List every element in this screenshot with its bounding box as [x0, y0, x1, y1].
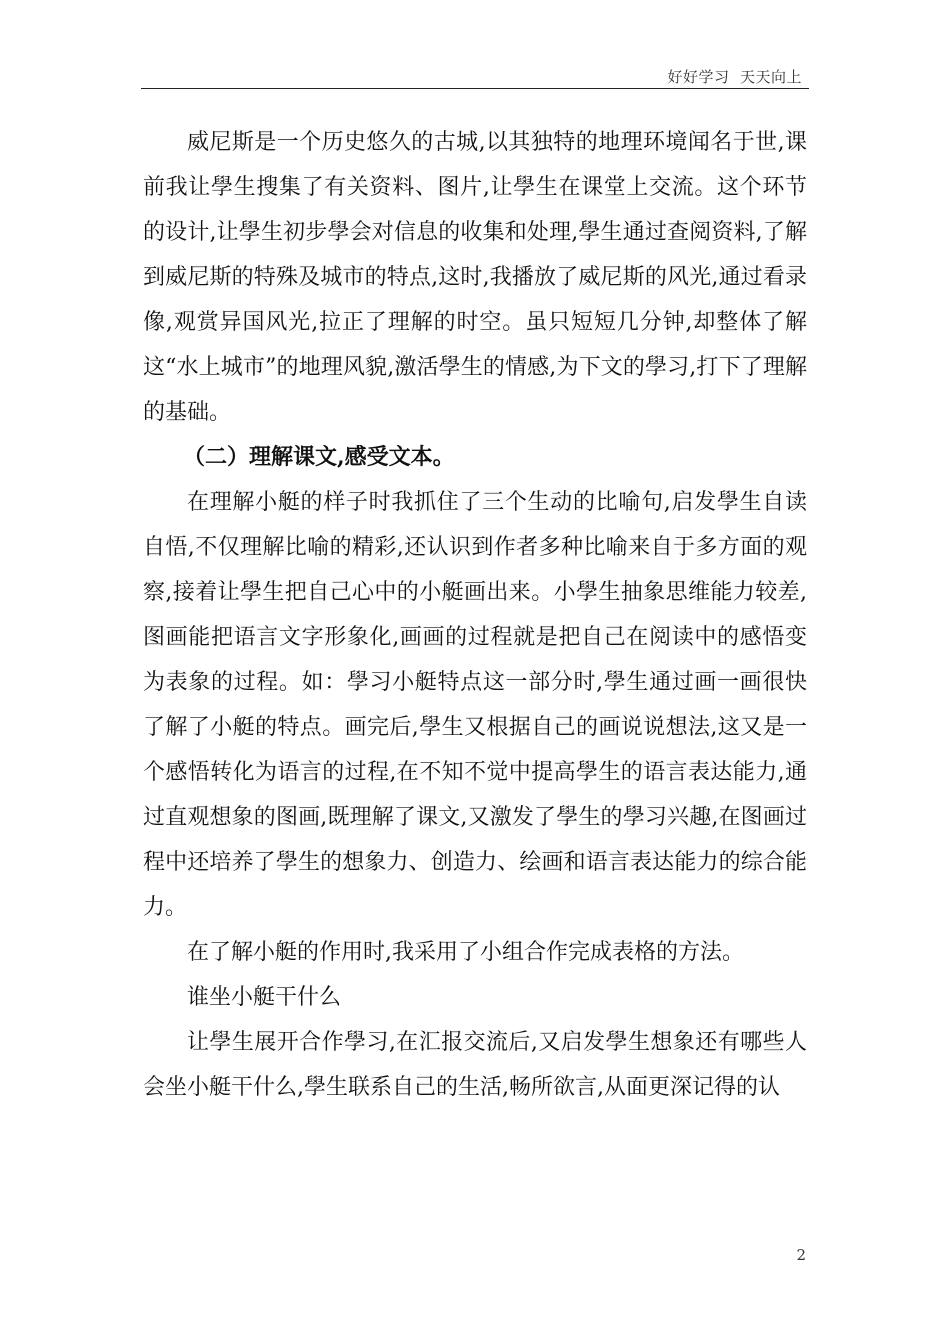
header-divider	[141, 88, 809, 89]
document-body	[143, 120, 807, 1110]
paragraph-table-title: 谁坐小艇干什么	[187, 985, 342, 1010]
paragraph-venice-intro: 威尼斯是一个历史悠久的古城,以其独特的地理环境闻名于世,课前我让學生搜集了有关资料、图片,让學生在课堂上交流。这个环节的设计,让學生初步學会对信息的收集和处理,學生通过查阅资料,了解到威尼斯的特殊及城市的特点,这时,我播放了威尼斯的风光,通过看录像,观赏异国风光,拉正了理解的时空。虽只短短几分钟,却整体了解这“水上城市”的地理风貌,激活學生的情感,为下文的學习,打下了理解的基础。	[143, 130, 807, 425]
section-heading: （二）理解课文,感受文本。	[183, 444, 455, 470]
page-header: 好好学习 天天向上	[667, 68, 802, 86]
paragraph-cooperative-learning: 让學生展开合作學习,在汇报交流后,又启发學生想象还有哪些人会坐小艇干什么,學生联系自己的生活,畅所欲言,从面更深记得的认	[143, 1030, 807, 1100]
page-number: 2	[796, 1246, 806, 1264]
paragraph-boat-function: 在了解小艇的作用时,我采用了小组合作完成表格的方法。	[187, 940, 744, 965]
paragraph-boat-shape: 在理解小艇的样子时我抓住了三个生动的比喻句,启发學生自读自悟,不仅理解比喻的精彩,还认识到作者多种比喻来自于多方面的观察,接着让學生把自己心中的小艇画出来。小學生抽象思维能力较差,图画能把语言文字形象化,画画的过程就是把自己在阅读中的感悟变为表象的过程。如：學习小艇特点这一部分时,學生通过画一画很快了解了小艇的特点。画完后,學生又根据自己的画说说想法,这又是一个感悟转化为语言的过程,在不知不觉中提高學生的语言表达能力,通过直观想象的图画,既理解了课文,又激发了學生的學习兴趣,在图画过程中还培养了學生的想象力、创造力、绘画和语言表达能力的综合能力。	[143, 490, 807, 920]
